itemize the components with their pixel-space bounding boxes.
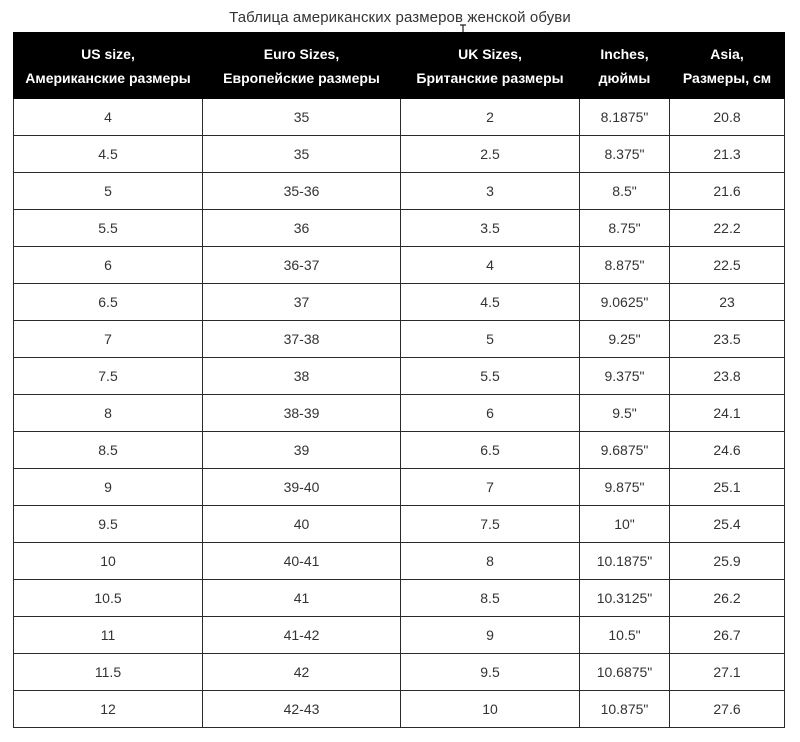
cell-asia-size: 23 — [670, 284, 785, 321]
cell-uk-size: 4.5 — [401, 284, 580, 321]
cell-uk-size: 6.5 — [401, 432, 580, 469]
cell-inches: 10.1875" — [580, 543, 670, 580]
cell-euro-size: 42-43 — [203, 691, 401, 728]
cell-euro-size: 35 — [203, 99, 401, 136]
cell-euro-size: 37 — [203, 284, 401, 321]
shoe-size-table — [13, 32, 785, 728]
cell-inches: 10" — [580, 506, 670, 543]
cell-us-size: 6.5 — [14, 284, 203, 321]
cell-inches: 9.875" — [580, 469, 670, 506]
cell-uk-size: 10 — [401, 691, 580, 728]
cell-euro-size: 40 — [203, 506, 401, 543]
cell-asia-size: 23.8 — [670, 358, 785, 395]
cell-uk-size: 8 — [401, 543, 580, 580]
cell-us-size: 9.5 — [14, 506, 203, 543]
cell-inches: 9.375" — [580, 358, 670, 395]
table-row — [14, 580, 785, 617]
table-row — [14, 617, 785, 654]
cell-asia-size: 22.2 — [670, 210, 785, 247]
cell-uk-size: 8.5 — [401, 580, 580, 617]
cell-inches: 9.5" — [580, 395, 670, 432]
table-row — [14, 247, 785, 284]
cell-inches: 10.875" — [580, 691, 670, 728]
cell-euro-size: 35-36 — [203, 173, 401, 210]
header-inches: Inches, дюймы — [580, 33, 670, 99]
cell-euro-size: 38-39 — [203, 395, 401, 432]
cell-uk-size: 5.5 — [401, 358, 580, 395]
cell-uk-size: 4 — [401, 247, 580, 284]
cell-uk-size: 7.5 — [401, 506, 580, 543]
cell-inches: 8.75" — [580, 210, 670, 247]
cell-asia-size: 27.1 — [670, 654, 785, 691]
cell-euro-size: 39-40 — [203, 469, 401, 506]
table-row — [14, 469, 785, 506]
cell-us-size: 4 — [14, 99, 203, 136]
cell-us-size: 8 — [14, 395, 203, 432]
header-uk-size: UK Sizes, Британские размеры — [401, 33, 580, 99]
cell-us-size: 11 — [14, 617, 203, 654]
table-row — [14, 321, 785, 358]
cell-us-size: 5.5 — [14, 210, 203, 247]
cell-inches: 10.6875" — [580, 654, 670, 691]
cell-us-size: 8.5 — [14, 432, 203, 469]
header-asia-size: Asia, Размеры, см — [670, 33, 785, 99]
table-row — [14, 284, 785, 321]
cell-uk-size: 2 — [401, 99, 580, 136]
cell-uk-size: 9 — [401, 617, 580, 654]
cell-inches: 8.375" — [580, 136, 670, 173]
cell-us-size: 9 — [14, 469, 203, 506]
cell-us-size: 12 — [14, 691, 203, 728]
table-caption: Таблица американских размеров женской обуви — [229, 9, 571, 26]
cell-asia-size: 23.5 — [670, 321, 785, 358]
cell-us-size: 6 — [14, 247, 203, 284]
cell-us-size: 5 — [14, 173, 203, 210]
header-us-size: US size, Американские размеры — [14, 33, 203, 99]
cell-uk-size: 9.5 — [401, 654, 580, 691]
header-euro-size: Euro Sizes, Европейские размеры — [203, 33, 401, 99]
header-row — [14, 33, 785, 99]
cell-euro-size: 40-41 — [203, 543, 401, 580]
table-header — [14, 33, 785, 99]
cell-inches: 9.6875" — [580, 432, 670, 469]
table-row — [14, 432, 785, 469]
cell-inches: 8.875" — [580, 247, 670, 284]
cell-us-size: 11.5 — [14, 654, 203, 691]
table-row — [14, 395, 785, 432]
table-row — [14, 691, 785, 728]
cell-asia-size: 21.6 — [670, 173, 785, 210]
cell-asia-size: 25.1 — [670, 469, 785, 506]
table-row — [14, 99, 785, 136]
cell-asia-size: 25.9 — [670, 543, 785, 580]
cell-asia-size: 26.7 — [670, 617, 785, 654]
cell-us-size: 7 — [14, 321, 203, 358]
cell-euro-size: 36 — [203, 210, 401, 247]
cell-uk-size: 2.5 — [401, 136, 580, 173]
cell-us-size: 4.5 — [14, 136, 203, 173]
table-row — [14, 543, 785, 580]
table-row — [14, 654, 785, 691]
table-row — [14, 358, 785, 395]
cell-inches: 8.5" — [580, 173, 670, 210]
cell-asia-size: 20.8 — [670, 99, 785, 136]
cell-uk-size: 7 — [401, 469, 580, 506]
cell-uk-size: 3 — [401, 173, 580, 210]
cell-inches: 9.25" — [580, 321, 670, 358]
cell-euro-size: 42 — [203, 654, 401, 691]
cell-us-size: 10 — [14, 543, 203, 580]
cell-euro-size: 35 — [203, 136, 401, 173]
cell-asia-size: 27.6 — [670, 691, 785, 728]
cell-asia-size: 24.1 — [670, 395, 785, 432]
cell-euro-size: 39 — [203, 432, 401, 469]
cell-euro-size: 36-37 — [203, 247, 401, 284]
cell-inches: 9.0625" — [580, 284, 670, 321]
cell-asia-size: 22.5 — [670, 247, 785, 284]
cell-euro-size: 37-38 — [203, 321, 401, 358]
cell-asia-size: 25.4 — [670, 506, 785, 543]
cell-euro-size: 38 — [203, 358, 401, 395]
cell-us-size: 7.5 — [14, 358, 203, 395]
cell-uk-size: 6 — [401, 395, 580, 432]
cell-uk-size: 5 — [401, 321, 580, 358]
cell-asia-size: 26.2 — [670, 580, 785, 617]
cell-asia-size: 21.3 — [670, 136, 785, 173]
cell-inches: 10.5" — [580, 617, 670, 654]
cell-inches: 10.3125" — [580, 580, 670, 617]
cell-uk-size: 3.5 — [401, 210, 580, 247]
table-body — [14, 99, 785, 728]
cell-euro-size: 41-42 — [203, 617, 401, 654]
cell-asia-size: 24.6 — [670, 432, 785, 469]
cell-euro-size: 41 — [203, 580, 401, 617]
cell-us-size: 10.5 — [14, 580, 203, 617]
table-row — [14, 136, 785, 173]
table-row — [14, 173, 785, 210]
cell-inches: 8.1875" — [580, 99, 670, 136]
table-row — [14, 210, 785, 247]
table-row — [14, 506, 785, 543]
